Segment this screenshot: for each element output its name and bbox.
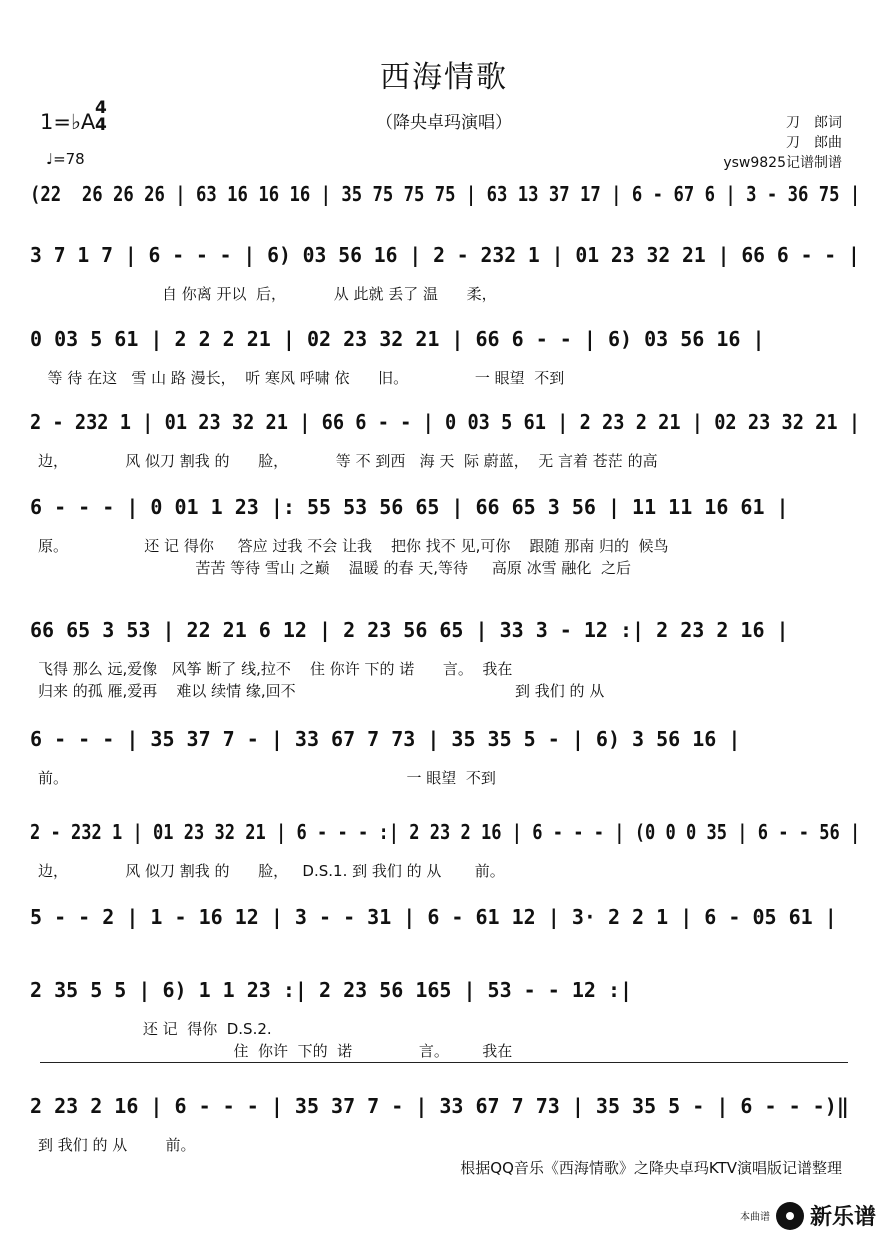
site-logo[interactable] (740, 1200, 876, 1231)
lyric-line: 自 你离 开以 后， 从 此就 丢了 温 柔， (38, 285, 497, 303)
record-disc-icon (776, 1202, 804, 1230)
notation-line: (22 26 26 26 | 63 16 16 16 | 35 75 75 75 | 63 13 37 17 | 6 - 67 6 | 3 - 36 75 | (30, 182, 861, 206)
lyric-line: 等 待 在这 雪 山 路 漫长， 听 寒风 呼啸 依 旧。 一 眼望 不到 (38, 369, 565, 387)
credits (723, 113, 842, 173)
lyric-line: 前。 一 眼望 不到 (38, 769, 496, 787)
notation-line: 66 65 3 53 | 22 21 6 12 | 2 23 56 65 | 33 3 - 12 :| 2 23 2 16 | (30, 618, 789, 642)
notation-line: 2 - 232 1 | 01 23 32 21 | 66 6 - - | 0 03 5 61 | 2 23 2 21 | 02 23 32 21 | (30, 410, 861, 434)
logo-brand-text: 新乐谱 (809, 1205, 876, 1230)
lyric-line: 住 你许 下的 诺 言。 我在 (38, 1042, 513, 1060)
lyric-line: 飞得 那么 远,爱像 风筝 断了 线,拉不 住 你许 下的 诺 言。 我在 (38, 660, 513, 678)
lyric-line: 边， 风 似刀 割我 的 脸， 等 不 到西 海 天 际 蔚蓝， 无 言着 苍茫 的高 (38, 452, 658, 470)
notation-line: 3 7 1 7 | 6 - - - | 6) 03 56 16 | 2 - 232 1 | 01 23 32 21 | 66 6 - - | (30, 243, 860, 267)
notation-line: 6 - - - | 0 01 1 23 |: 55 53 56 65 | 66 65 3 56 | 11 11 16 61 | (30, 495, 789, 519)
lyric-line: 还 记 得你 D.S.2. (38, 1020, 272, 1038)
notation-line: 5 - - 2 | 1 - 16 12 | 3 - - 31 | 6 - 61 12 | 3· 2 2 1 | 6 - 05 61 | (30, 905, 837, 929)
time-bottom: 4 (95, 115, 107, 135)
key-signature: 1=♭A (40, 110, 96, 134)
tempo-marking: ♩=78 (46, 150, 85, 168)
composer: 刀 郎曲 (786, 135, 842, 151)
notation-line: 6 - - - | 35 37 7 - | 33 67 7 73 | 35 35 5 - | 6) 3 56 16 | (30, 727, 741, 751)
section-divider (40, 1062, 848, 1063)
time-signature (95, 100, 107, 134)
notation-line: 0 03 5 61 | 2 2 2 21 | 02 23 32 21 | 66 6 - - | 6) 03 56 16 | (30, 327, 765, 351)
time-top: 4 (95, 98, 107, 118)
lyric-line: 原。 还 记 得你 答应 过我 不会 让我 把你 找不 见,可你 跟随 那南 归的 候鸟 (38, 537, 669, 555)
performer-subtitle: （降央卓玛演唱） (376, 113, 512, 133)
source-note: 根据QQ音乐《西海情歌》之降央卓玛KTV演唱版记谱整理 (460, 1159, 842, 1177)
lyric-line: 到 我们 的 从 前。 (38, 1136, 196, 1154)
notation-line: 2 23 2 16 | 6 - - - | 35 37 7 - | 33 67 7 73 | 35 35 5 - | 6 - - -)‖ (30, 1094, 849, 1118)
lyric-line: 苦苦 等待 雪山 之巅 温暖 的春 天,等待 高原 冰雪 融化 之后 (38, 559, 631, 577)
logo-small-text: 本曲谱 (739, 1212, 770, 1223)
lyric-line: 归来 的孤 雁,爱再 难以 续情 缘,回不 到 我们 的 从 (38, 682, 605, 700)
notation-line: 2 - 232 1 | 01 23 32 21 | 6 - - - :| 2 23 2 16 | 6 - - - | (0 0 0 35 | 6 - - 56 | (30, 820, 861, 844)
lyricist: 刀 郎词 (786, 115, 842, 131)
lyric-line: 边， 风 似刀 割我 的 脸， D.S.1. 到 我们 的 从 前。 (38, 862, 505, 880)
page-title: 西海情歌 (380, 60, 508, 95)
transcriber: ysw9825记谱制谱 (723, 155, 842, 171)
notation-line: 2 35 5 5 | 6) 1 1 23 :| 2 23 56 165 | 53 - - 12 :| (30, 978, 633, 1002)
